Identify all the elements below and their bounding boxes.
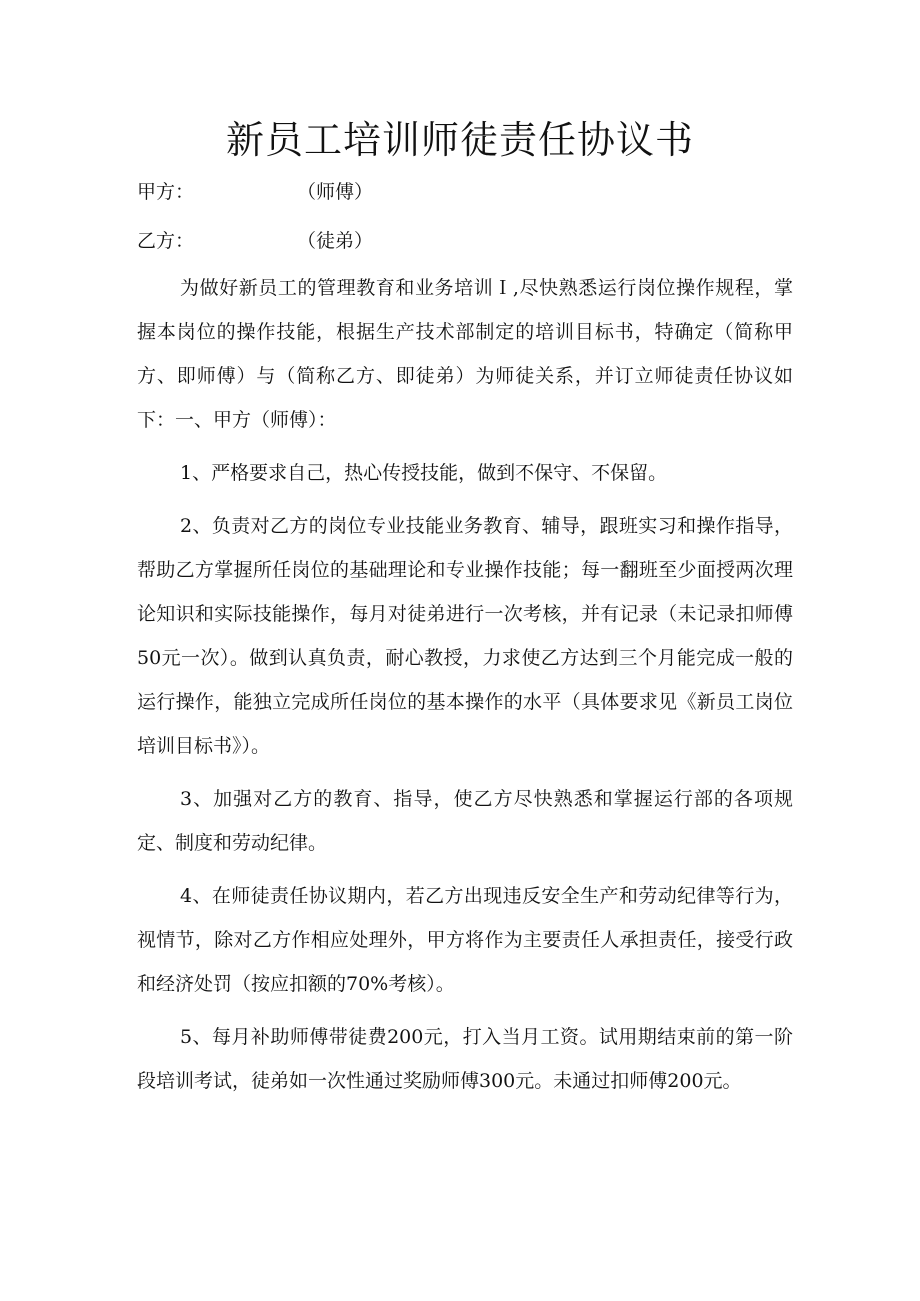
clause-2: 2、负责对乙方的岗位专业技能业务教育、辅导，跟班实习和操作指导，帮助乙方掌握所任岗位的基础理论和专业操作技能；每一翻班至少面授两次理论知识和实际技能操作，每月对徒弟进行一次考核，并有记录（未记录扣师傅50元一次）。做到认真负责，耐心教授，力求使乙方达到三个月能完成一般的运行操作，能独立完成所任岗位的基本操作的水平（具体要求见《新员工岗位培训目标书》）。	[137, 515, 793, 757]
clause-5: 5、每月补助师傅带徒费200元，打入当月工资。试用期结束前的第一阶段培训考试，徒弟如一次性通过奖励师傅300元。未通过扣师傅200元。	[137, 1026, 793, 1092]
party-b-label: 乙方：	[137, 230, 195, 252]
document-body	[137, 266, 793, 1112]
clause-3: 3、加强对乙方的教育、指导，使乙方尽快熟悉和掌握运行部的各项规定、制度和劳动纪律。	[137, 788, 793, 854]
document-title: 新员工培训师徒责任协议书	[225, 118, 694, 162]
clause-4: 4、在师徒责任协议期内，若乙方出现违反安全生产和劳动纪律等行为，视情节，除对乙方作相应处理外，甲方将作为主要责任人承担责任，接受行政和经济处罚（按应扣额的70%考核）。	[137, 885, 793, 995]
intro-paragraph: 为做好新员工的管理教育和业务培训Ｉ,尽快熟悉运行岗位操作规程，掌握本岗位的操作技能，根据生产技术部制定的培训目标书，特确定（简称甲方、即师傅）与（简称乙方、即徒弟）为师徒关系，并订立师徒责任协议如下：一、甲方（师傅）：	[137, 277, 793, 431]
party-a-line	[137, 177, 373, 207]
clause-1: 1、严格要求自己，热心传授技能，做到不保守、不保留。	[180, 462, 668, 484]
party-a-label: 甲方：	[137, 181, 195, 203]
party-b-line	[137, 226, 373, 256]
party-b-role: （徒弟）	[297, 230, 374, 252]
party-a-role: （师傅）	[297, 181, 374, 203]
